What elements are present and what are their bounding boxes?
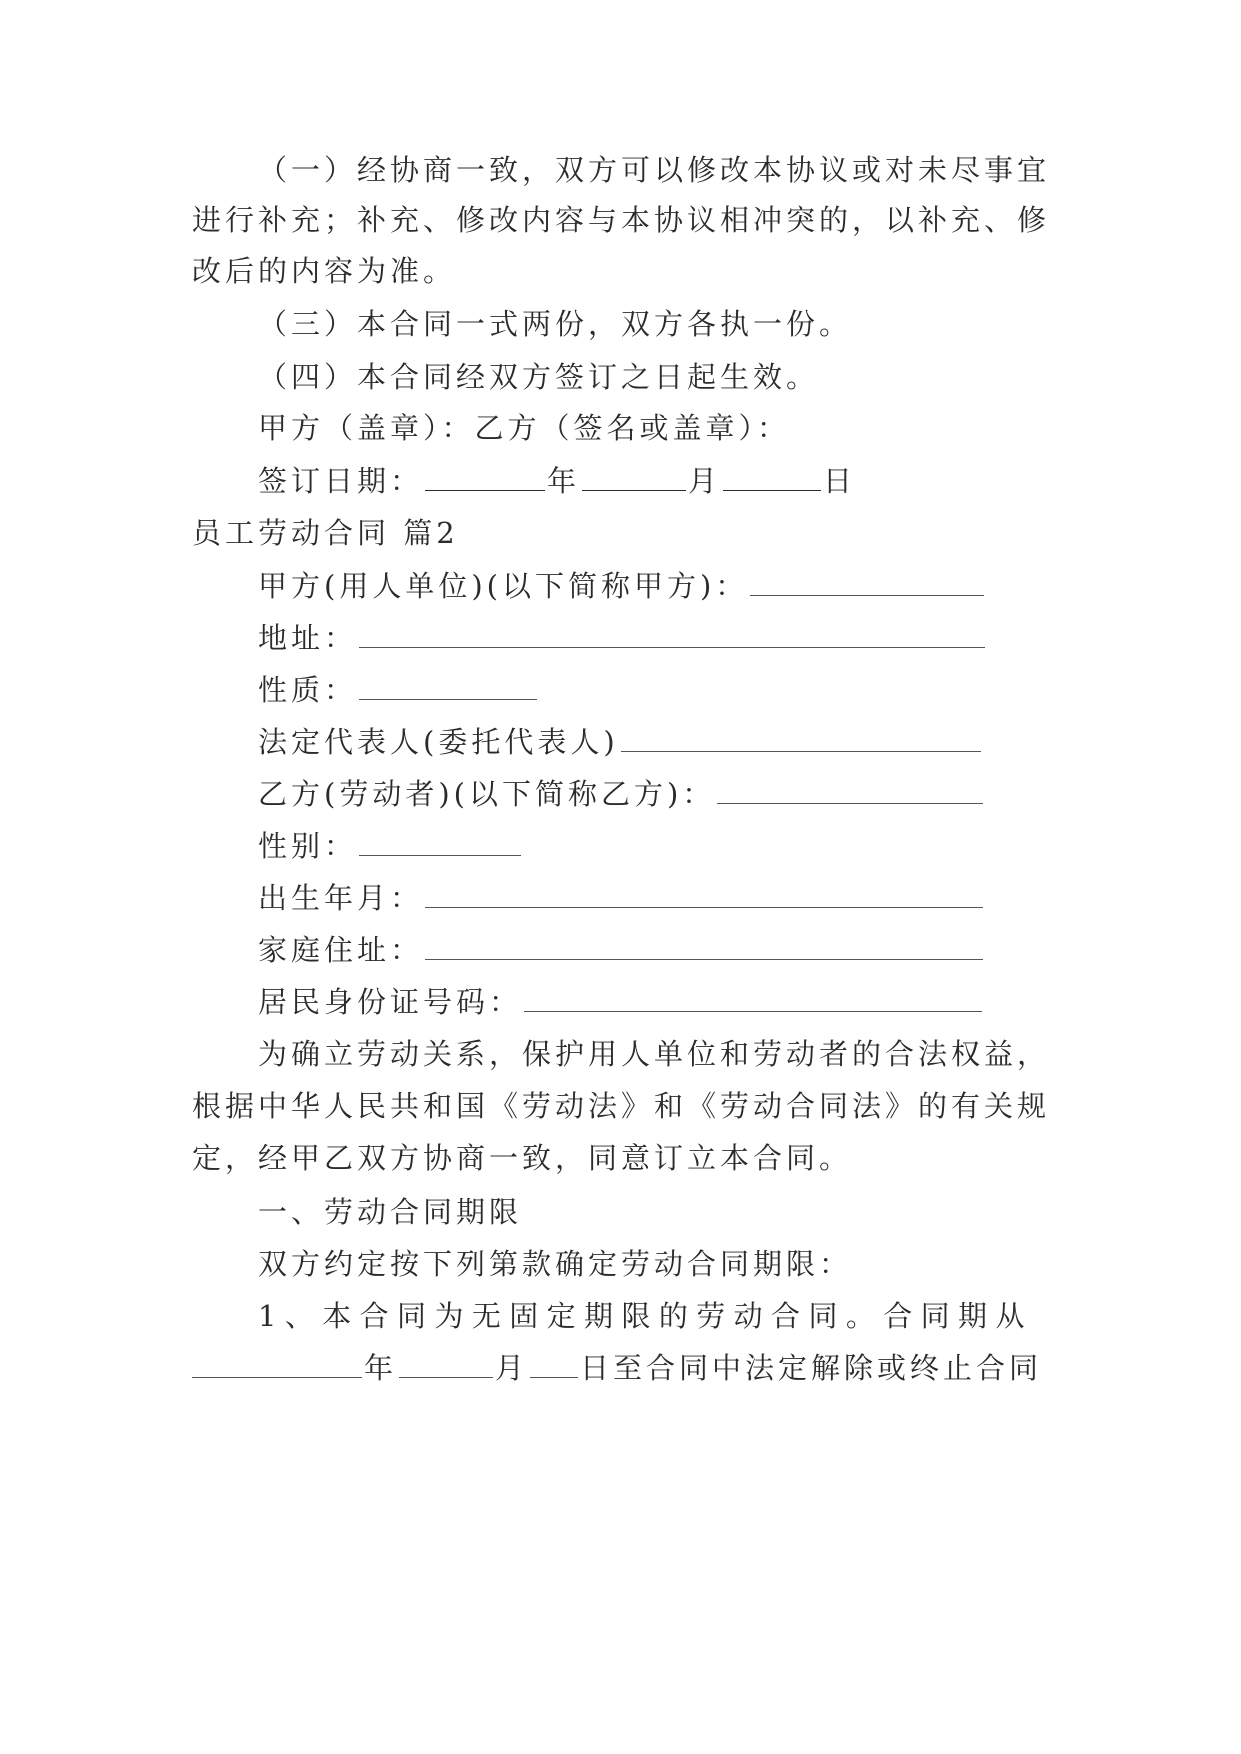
field-legal-rep-label: 法定代表人(委托代表人) — [258, 725, 619, 759]
sign-date-month-blank — [582, 466, 686, 491]
field-home-address-label: 家庭住址： — [258, 933, 424, 967]
field-birth-label: 出生年月： — [258, 881, 424, 915]
field-id-number-blank — [524, 987, 982, 1012]
field-id-number-label: 居民身份证号码： — [258, 985, 523, 1019]
item-1-year: 年 — [364, 1351, 398, 1385]
field-party-a-label: 甲方(用人单位)(以下简称甲方)： — [258, 569, 749, 603]
paragraph-1-line-3: 改后的内容为准。 — [192, 254, 457, 288]
item-1-month-blank — [399, 1353, 493, 1378]
clause-3: （三）本合同一式两份，双方各执一份。 — [258, 307, 853, 341]
field-legal-rep-blank — [621, 727, 981, 752]
field-address-label: 地址： — [258, 621, 358, 655]
chapter-1-intro: 双方约定按下列第款确定劳动合同期限： — [258, 1247, 853, 1281]
field-gender — [258, 828, 523, 864]
field-nature — [258, 672, 539, 708]
sign-date-line — [258, 463, 856, 499]
intro-line-2: 根据中华人民共和国《劳动法》和《劳动合同法》的有关规 — [192, 1089, 1051, 1123]
paragraph-1-line-1: （一）经协商一致，双方可以修改本协议或对未尽事宜 — [258, 153, 1051, 187]
field-legal-rep — [258, 724, 983, 760]
field-id-number — [258, 984, 984, 1020]
sign-date-month: 月 — [688, 464, 722, 498]
sign-date-label: 签订日期： — [258, 464, 424, 498]
field-party-a — [258, 568, 986, 604]
field-home-address-blank — [425, 935, 983, 960]
intro-line-3: 定，经甲乙双方协商一致，同意订立本合同。 — [192, 1141, 853, 1175]
field-address-blank — [359, 623, 985, 648]
item-1-line-2 — [192, 1350, 1042, 1386]
item-1-day-blank — [530, 1353, 578, 1378]
field-birth-blank — [425, 883, 983, 908]
item-1-year-blank — [192, 1353, 362, 1378]
item-1-line-1: 1、本合同为无固定期限的劳动合同。合同期从 — [258, 1299, 1033, 1333]
field-home-address — [258, 932, 985, 968]
intro-line-1: 为确立劳动关系，保护用人单位和劳动者的合法权益， — [258, 1037, 1051, 1071]
sign-date-day: 日 — [823, 464, 857, 498]
sign-date-year: 年 — [547, 464, 581, 498]
section-title: 员工劳动合同 篇2 — [192, 516, 459, 550]
item-1-day-text: 日至合同中法定解除或终止合同 — [580, 1351, 1043, 1385]
field-party-a-blank — [750, 571, 984, 596]
field-party-b — [258, 776, 985, 812]
field-party-b-blank — [717, 779, 983, 804]
sign-date-day-blank — [723, 466, 821, 491]
field-nature-label: 性质： — [258, 673, 358, 707]
field-birth — [258, 880, 985, 916]
field-party-b-label: 乙方(劳动者)(以下简称乙方)： — [258, 777, 716, 811]
paragraph-1-line-2: 进行补充；补充、修改内容与本协议相冲突的，以补充、修 — [192, 203, 1051, 237]
chapter-1-title: 一、劳动合同期限 — [258, 1195, 523, 1229]
clause-4: （四）本合同经双方签订之日起生效。 — [258, 360, 820, 394]
field-nature-blank — [359, 675, 537, 700]
field-gender-blank — [359, 831, 521, 856]
field-address — [258, 620, 987, 656]
field-gender-label: 性别： — [258, 829, 358, 863]
signature-line: 甲方（盖章）：乙方（签名或盖章）： — [258, 411, 791, 445]
item-1-month: 月 — [495, 1351, 529, 1385]
sign-date-year-blank — [425, 466, 545, 491]
